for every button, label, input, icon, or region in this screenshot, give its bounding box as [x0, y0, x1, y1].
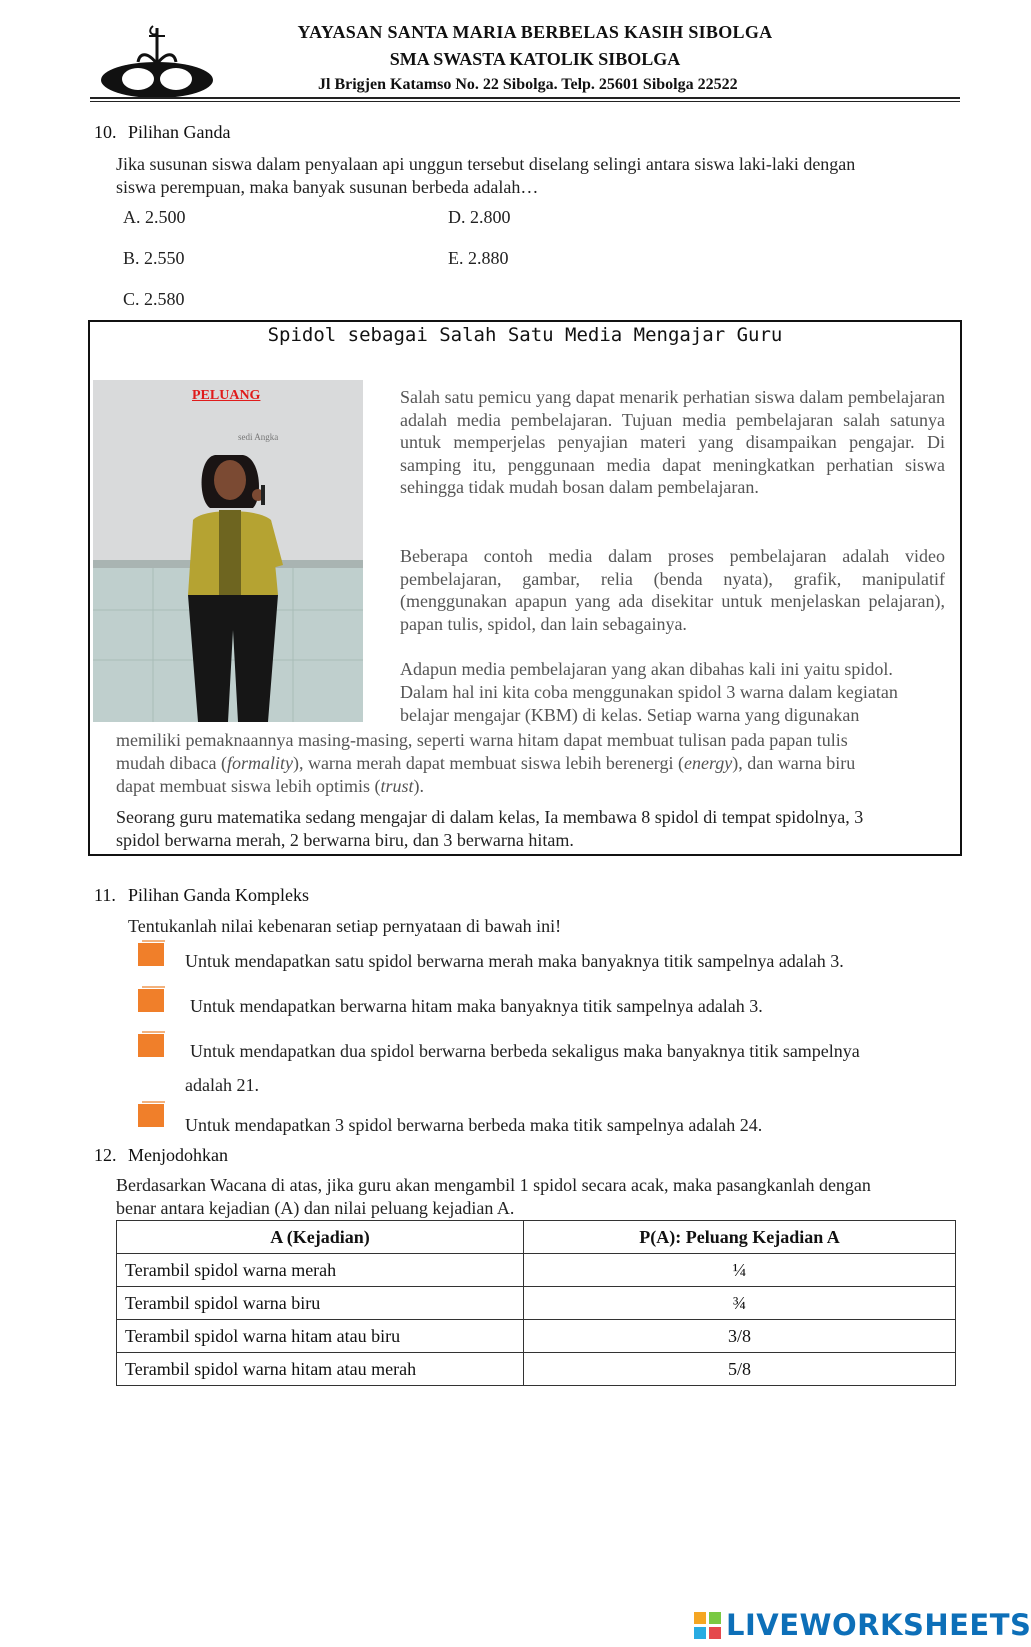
table-header-probability: P(A): Peluang Kejadian A — [524, 1221, 956, 1254]
q10-stem-line2: siswa perempuan, maka banyak susunan berbeda adalah… — [116, 177, 539, 197]
q10-option-a[interactable]: A. 2.500 — [123, 207, 186, 227]
q10-stem-line1: Jika susunan siswa dalam penyalaan api unggun tersebut diselang selingi antara siswa laki-laki dengan — [116, 154, 856, 174]
q11-instruction: Tentukanlah nilai kebenaran setiap pernyataan di bawah ini! — [128, 916, 562, 936]
table-row — [117, 1287, 956, 1320]
table-row — [117, 1320, 956, 1353]
probability-cell[interactable]: ¼ — [524, 1254, 956, 1287]
checkbox-icon — [138, 1101, 166, 1127]
probability-cell[interactable]: 5/8 — [524, 1353, 956, 1386]
photo-label: PELUANG — [192, 388, 261, 403]
school-address: Jl Brigjen Katamso No. 22 Sibolga. Telp. 25601 Sibolga 22522 — [318, 76, 738, 93]
table-row — [117, 1254, 956, 1287]
q11-checkbox-1[interactable] — [138, 940, 166, 966]
school-name: SMA SWASTA KATOLIK SIBOLGA — [389, 49, 681, 69]
q11-statement-3: Untuk mendapatkan dua spidol berwarna berbeda sekaligus maka banyaknya titik sampelnya — [190, 1041, 860, 1061]
q11-checkbox-3[interactable] — [138, 1031, 166, 1057]
event-cell: Terambil spidol warna merah — [117, 1254, 524, 1287]
passage-paragraph-2: Beberapa contoh media dalam proses pembelajaran adalah video pembelajaran, gambar, relia (benda nyata), grafik, manipulatif (menggunakan apapun yang ada disekitar untuk menjelaskan pelajaran), papan tulis, spidol, dan lain sebagainya. — [400, 546, 945, 634]
q12-number: 12. — [94, 1145, 117, 1165]
q11-statement-1: Untuk mendapatkan satu spidol berwarna merah maka banyaknya titik sampelnya adalah 3. — [185, 951, 844, 971]
header-rule — [90, 97, 960, 99]
passage-p3-line1: Adapun media pembelajaran yang akan dibahas kali ini yaitu spidol. — [400, 659, 893, 679]
event-cell: Terambil spidol warna biru — [117, 1287, 524, 1320]
q11-checkbox-4[interactable] — [138, 1101, 166, 1127]
probability-cell[interactable]: ¾ — [524, 1287, 956, 1320]
q11-type: Pilihan Ganda Kompleks — [128, 885, 309, 905]
liveworksheets-logo-icon — [694, 1612, 722, 1640]
q10-option-d[interactable]: D. 2.800 — [448, 207, 511, 227]
q12-stem-line2: benar antara kejadian (A) dan nilai peluang kejadian A. — [116, 1198, 515, 1218]
passage-p3-line4: memiliki pemaknaannya masing-masing, seperti warna hitam dapat membuat tulisan pada papan tulis — [116, 730, 848, 750]
liveworksheets-brand[interactable]: LIVEWORKSHEETS — [726, 1608, 1031, 1642]
passage-paragraph-1: Salah satu pemicu yang dapat menarik perhatian siswa dalam pembelajaran adalah media pembelajaran. Tujuan media pembelajaran salah satunya untuk memperjelas penyajian materi yang disampaikan pengajar. Di samping itu, penggunaan media dapat meningkatkan perhatian siswa sehingga tidak mudah bosan dalam pembelajaran. — [400, 387, 945, 497]
q11-checkbox-2[interactable] — [138, 986, 166, 1012]
probability-cell[interactable]: 3/8 — [524, 1320, 956, 1353]
q10-number: 10. — [94, 122, 117, 142]
q11-number: 11. — [94, 885, 116, 905]
checkbox-icon — [138, 940, 166, 966]
foundation-name: YAYASAN SANTA MARIA BERBELAS KASIH SIBOLGA — [297, 22, 773, 42]
q10-option-e[interactable]: E. 2.880 — [448, 248, 509, 268]
q11-statement-3-cont: adalah 21. — [185, 1075, 259, 1095]
school-logo — [98, 22, 216, 100]
event-cell: Terambil spidol warna hitam atau merah — [117, 1353, 524, 1386]
teacher-photo — [93, 380, 363, 722]
matching-table — [116, 1220, 956, 1386]
header-rule-thin — [90, 101, 960, 102]
passage-p4-line1: Seorang guru matematika sedang mengajar di dalam kelas, Ia membawa 8 spidol di tempat spidolnya, 3 — [116, 807, 864, 827]
q10-option-b[interactable]: B. 2.550 — [123, 248, 185, 268]
table-header-row — [117, 1221, 956, 1254]
passage-p3-line2: Dalam hal ini kita coba menggunakan spidol 3 warna dalam kegiatan — [400, 682, 898, 702]
checkbox-icon — [138, 986, 166, 1012]
q12-type: Menjodohkan — [128, 1145, 228, 1165]
passage-p4-line2: spidol berwarna merah, 2 berwarna biru, dan 3 berwarna hitam. — [116, 830, 574, 850]
passage-p3-line3: belajar mengajar (KBM) di kelas. Setiap warna yang digunakan — [400, 705, 860, 725]
q11-statement-2: Untuk mendapatkan berwarna hitam maka banyaknya titik sampelnya adalah 3. — [190, 996, 763, 1016]
q10-option-c[interactable]: C. 2.580 — [123, 289, 185, 309]
event-cell: Terambil spidol warna hitam atau biru — [117, 1320, 524, 1353]
q10-type: Pilihan Ganda — [128, 122, 231, 142]
checkbox-icon — [138, 1031, 166, 1057]
q12-stem-line1: Berdasarkan Wacana di atas, jika guru akan mengambil 1 spidol secara acak, maka pasangkanlah dengan — [116, 1175, 871, 1195]
passage-p3-line5: mudah dibaca (formality), warna merah dapat membuat siswa lebih berenergi (energy), dan warna biru — [116, 753, 856, 773]
table-row — [117, 1353, 956, 1386]
svg-text:sedi Angka: sedi Angka — [238, 432, 279, 442]
passage-p3-line6: dapat membuat siswa lebih optimis (trust). — [116, 776, 424, 796]
passage-title: Spidol sebagai Salah Satu Media Mengajar Guru — [267, 324, 783, 346]
q11-statement-4: Untuk mendapatkan 3 spidol berwarna berbeda maka titik sampelnya adalah 24. — [185, 1115, 763, 1135]
table-header-event: A (Kejadian) — [117, 1221, 524, 1254]
